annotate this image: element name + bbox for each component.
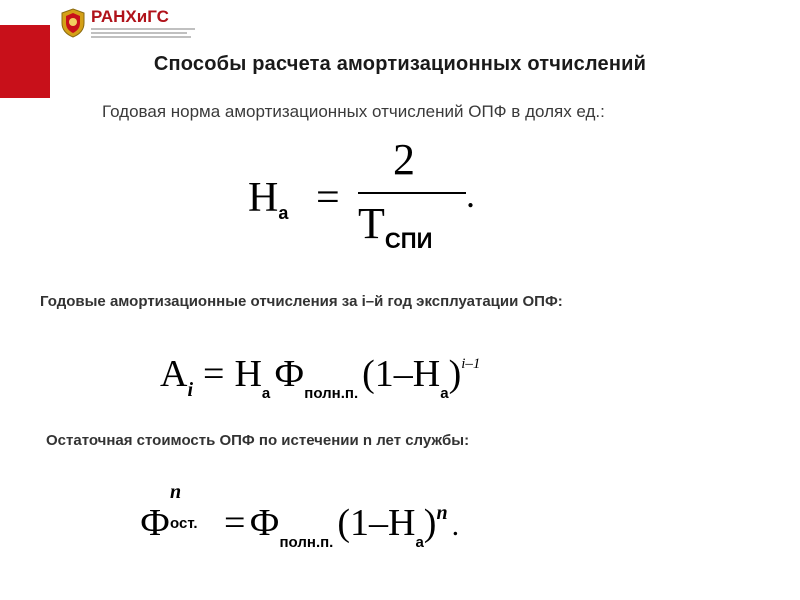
text-annual-deductions: Годовые амортизационные отчисления за i–й год эксплуатации ОПФ: <box>40 293 563 310</box>
logo-subtitle-lines <box>91 28 195 38</box>
text-residual-value: Остаточная стоимость ОПФ по истечении n лет службы: <box>46 432 470 449</box>
slide-title: Способы расчета амортизационных отчислений <box>153 53 647 75</box>
formula1-equals: = <box>316 175 340 221</box>
formula1-period: . <box>466 175 475 215</box>
emblem-icon <box>60 8 86 38</box>
text-annual-rate: Годовая норма амортизационных отчислений ОПФ в долях ед.: <box>102 102 605 121</box>
logo-text-block <box>91 8 195 38</box>
formula-annual-rate <box>248 135 488 263</box>
logo-name: РАНХиГС <box>91 7 169 26</box>
formula-residual-value: Ф n ост. = Фполн.п. (1–На)n . <box>140 481 460 551</box>
formula1-lhs: На <box>248 175 289 223</box>
fraction-bar <box>358 192 466 194</box>
formula-annual-deductions: Аi = На Фполн.п. (1–На)i–1 <box>160 353 481 402</box>
ranepa-logo <box>60 6 195 40</box>
formula1-numerator: 2 <box>393 135 415 184</box>
formula1-denominator: ТСПИ <box>358 199 433 253</box>
